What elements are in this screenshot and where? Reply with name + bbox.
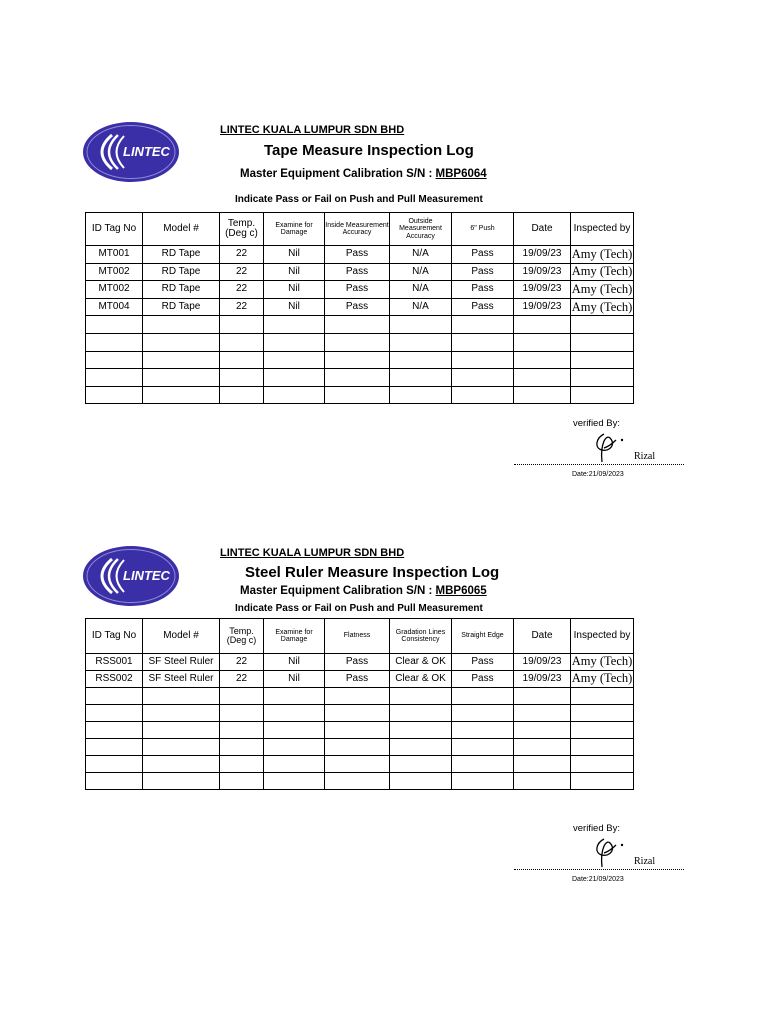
- table-row: [86, 246, 634, 264]
- model-cell: RD Tape: [143, 298, 220, 316]
- model-cell: [143, 722, 220, 739]
- check1-cell: [325, 688, 390, 705]
- id-tag-cell: [86, 722, 143, 739]
- inspector-cell: [571, 705, 634, 722]
- check1-cell: Pass: [325, 263, 390, 281]
- check1-cell: Pass: [325, 298, 390, 316]
- id-tag-cell: [86, 739, 143, 756]
- date-cell: [514, 316, 571, 334]
- temp-cell: [220, 739, 264, 756]
- table-row: [86, 654, 634, 671]
- inspector-cell: [571, 688, 634, 705]
- id-tag-cell: MT002: [86, 263, 143, 281]
- check3-cell: Pass: [452, 671, 514, 688]
- date-cell: [514, 351, 571, 369]
- model-cell: RD Tape: [143, 281, 220, 299]
- model-cell: [143, 333, 220, 351]
- check3-cell: [452, 756, 514, 773]
- temp-cell: 22: [220, 281, 264, 299]
- model-cell: SF Steel Ruler: [143, 671, 220, 688]
- table-row: [86, 298, 634, 316]
- check1-cell: Pass: [325, 246, 390, 264]
- check1-cell: [325, 351, 390, 369]
- id-tag-cell: RSS002: [86, 671, 143, 688]
- check2-cell: N/A: [390, 298, 452, 316]
- date-cell: [514, 722, 571, 739]
- model-cell: [143, 316, 220, 334]
- lintec-logo: [82, 545, 180, 607]
- temp-cell: 22: [220, 654, 264, 671]
- header-cell: Flatness: [325, 619, 390, 654]
- check3-cell: [452, 351, 514, 369]
- date-cell: 19/09/23: [514, 298, 571, 316]
- date-cell: [514, 705, 571, 722]
- check3-cell: Pass: [452, 281, 514, 299]
- header-row: [86, 213, 634, 246]
- header-cell: Examine for Damage: [264, 213, 325, 246]
- check1-cell: Pass: [325, 654, 390, 671]
- header-cell: 6" Push: [452, 213, 514, 246]
- header-cell: Examine for Damage: [264, 619, 325, 654]
- inspector-cell: [571, 739, 634, 756]
- header-cell: Inside Measurement Accuracy: [325, 213, 390, 246]
- damage-cell: [264, 316, 325, 334]
- table-row: [86, 773, 634, 790]
- check2-cell: [390, 739, 452, 756]
- table-row: [86, 671, 634, 688]
- check2-cell: [390, 369, 452, 387]
- check3-cell: Pass: [452, 246, 514, 264]
- check2-cell: N/A: [390, 263, 452, 281]
- logo-text: LINTEC: [123, 144, 170, 159]
- date-cell: 19/09/23: [514, 263, 571, 281]
- table-row: [86, 756, 634, 773]
- check3-cell: [452, 369, 514, 387]
- inspector-cell: [571, 386, 634, 404]
- table-row: [86, 263, 634, 281]
- inspector-cell: Amy (Tech): [571, 281, 634, 299]
- temp-cell: [220, 386, 264, 404]
- header-cell: Outside Measurement Accuracy: [390, 213, 452, 246]
- master-equipment: [240, 168, 487, 180]
- model-cell: [143, 705, 220, 722]
- id-tag-cell: MT001: [86, 246, 143, 264]
- temp-cell: [220, 688, 264, 705]
- master-label: Master Equipment Calibration S/N :: [240, 585, 433, 597]
- table-row: [86, 333, 634, 351]
- check2-cell: [390, 333, 452, 351]
- table-row: [86, 351, 634, 369]
- damage-cell: [264, 333, 325, 351]
- date-cell: [514, 756, 571, 773]
- id-tag-cell: [86, 369, 143, 387]
- date-cell: 19/09/23: [514, 281, 571, 299]
- check1-cell: [325, 316, 390, 334]
- model-cell: RD Tape: [143, 246, 220, 264]
- damage-cell: Nil: [264, 298, 325, 316]
- company-name: LINTEC KUALA LUMPUR SDN BHD: [220, 547, 405, 559]
- check2-cell: [390, 688, 452, 705]
- date-cell: [514, 333, 571, 351]
- id-tag-cell: [86, 316, 143, 334]
- temp-cell: [220, 722, 264, 739]
- header-cell: Straight Edge: [452, 619, 514, 654]
- header-cell: Temp. (Deg c): [220, 213, 264, 246]
- inspector-cell: Amy (Tech): [571, 671, 634, 688]
- inspector-cell: Amy (Tech): [571, 654, 634, 671]
- model-cell: [143, 351, 220, 369]
- check1-cell: Pass: [325, 281, 390, 299]
- inspector-cell: [571, 351, 634, 369]
- indicate-note: Indicate Pass or Fail on Push and Pull Measurement: [235, 603, 483, 614]
- inspector-cell: Amy (Tech): [571, 263, 634, 281]
- model-cell: RD Tape: [143, 263, 220, 281]
- damage-cell: [264, 688, 325, 705]
- table-row: [86, 705, 634, 722]
- lintec-logo: [82, 121, 180, 183]
- date-cell: [514, 739, 571, 756]
- check1-cell: [325, 739, 390, 756]
- id-tag-cell: [86, 705, 143, 722]
- inspector-cell: [571, 369, 634, 387]
- header-cell: Model #: [143, 213, 220, 246]
- check3-cell: [452, 386, 514, 404]
- inspector-cell: [571, 756, 634, 773]
- header-cell: Date: [514, 619, 571, 654]
- signature-line: [514, 464, 684, 465]
- damage-cell: [264, 351, 325, 369]
- date-cell: 19/09/23: [514, 654, 571, 671]
- temp-cell: 22: [220, 298, 264, 316]
- date-cell: 19/09/23: [514, 671, 571, 688]
- check3-cell: [452, 688, 514, 705]
- check2-cell: [390, 756, 452, 773]
- check3-cell: [452, 333, 514, 351]
- id-tag-cell: [86, 351, 143, 369]
- id-tag-cell: [86, 333, 143, 351]
- master-sn: MBP6064: [435, 168, 487, 180]
- check3-cell: [452, 722, 514, 739]
- verifier-name: Rizal: [634, 856, 656, 867]
- header-cell: Inspected by: [571, 213, 634, 246]
- header-cell: ID Tag No: [86, 213, 143, 246]
- table-row: [86, 739, 634, 756]
- header-cell: Inspected by: [571, 619, 634, 654]
- temp-cell: [220, 705, 264, 722]
- damage-cell: Nil: [264, 671, 325, 688]
- check2-cell: [390, 386, 452, 404]
- check1-cell: [325, 773, 390, 790]
- id-tag-cell: [86, 688, 143, 705]
- model-cell: [143, 369, 220, 387]
- damage-cell: Nil: [264, 246, 325, 264]
- check2-cell: [390, 351, 452, 369]
- header-cell: Temp.(Deg c): [220, 619, 264, 654]
- temp-cell: 22: [220, 671, 264, 688]
- verified-date: Date:21/09/2023: [572, 876, 624, 883]
- temp-cell: 22: [220, 246, 264, 264]
- check3-cell: Pass: [452, 298, 514, 316]
- inspector-cell: Amy (Tech): [571, 298, 634, 316]
- temp-cell: [220, 333, 264, 351]
- model-cell: [143, 773, 220, 790]
- verified-by-label: verified By:: [573, 823, 620, 834]
- check2-cell: Clear & OK: [390, 671, 452, 688]
- damage-cell: [264, 756, 325, 773]
- check2-cell: [390, 773, 452, 790]
- id-tag-cell: MT002: [86, 281, 143, 299]
- check3-cell: [452, 773, 514, 790]
- check1-cell: [325, 756, 390, 773]
- id-tag-cell: RSS001: [86, 654, 143, 671]
- header-cell: Model #: [143, 619, 220, 654]
- company-name: LINTEC KUALA LUMPUR SDN BHD: [220, 124, 405, 136]
- date-cell: 19/09/23: [514, 246, 571, 264]
- model-cell: [143, 739, 220, 756]
- damage-cell: Nil: [264, 263, 325, 281]
- check2-cell: N/A: [390, 281, 452, 299]
- header-cell: ID Tag No: [86, 619, 143, 654]
- date-cell: [514, 688, 571, 705]
- check3-cell: Pass: [452, 263, 514, 281]
- check1-cell: [325, 705, 390, 722]
- check1-cell: [325, 333, 390, 351]
- damage-cell: [264, 722, 325, 739]
- inspection-table: [85, 618, 634, 790]
- id-tag-cell: [86, 773, 143, 790]
- inspection-table: [85, 212, 634, 404]
- inspector-cell: [571, 316, 634, 334]
- check2-cell: Clear & OK: [390, 654, 452, 671]
- header-cell: Date: [514, 213, 571, 246]
- signature-mark: [590, 835, 630, 869]
- check2-cell: N/A: [390, 246, 452, 264]
- temp-cell: [220, 756, 264, 773]
- signature-line: [514, 869, 684, 870]
- check3-cell: Pass: [452, 654, 514, 671]
- table-row: [86, 688, 634, 705]
- damage-cell: [264, 369, 325, 387]
- id-tag-cell: MT004: [86, 298, 143, 316]
- check2-cell: [390, 316, 452, 334]
- inspector-cell: [571, 333, 634, 351]
- master-label: Master Equipment Calibration S/N :: [240, 168, 433, 180]
- check3-cell: [452, 739, 514, 756]
- check1-cell: [325, 386, 390, 404]
- temp-cell: [220, 773, 264, 790]
- temp-cell: [220, 369, 264, 387]
- model-cell: [143, 386, 220, 404]
- id-tag-cell: [86, 386, 143, 404]
- master-sn: MBP6065: [435, 585, 487, 597]
- date-cell: [514, 773, 571, 790]
- log-title: Steel Ruler Measure Inspection Log: [245, 564, 500, 581]
- damage-cell: Nil: [264, 654, 325, 671]
- damage-cell: [264, 739, 325, 756]
- verifier-name: Rizal: [634, 451, 656, 462]
- table-row: [86, 316, 634, 334]
- model-cell: SF Steel Ruler: [143, 654, 220, 671]
- header-cell: Gradation Lines Consistency: [390, 619, 452, 654]
- log-title: Tape Measure Inspection Log: [264, 142, 474, 159]
- date-cell: [514, 369, 571, 387]
- check1-cell: [325, 722, 390, 739]
- check1-cell: Pass: [325, 671, 390, 688]
- check1-cell: [325, 369, 390, 387]
- check2-cell: [390, 705, 452, 722]
- verified-date: Date:21/09/2023: [572, 471, 624, 478]
- check2-cell: [390, 722, 452, 739]
- temp-cell: [220, 316, 264, 334]
- damage-cell: [264, 705, 325, 722]
- inspector-cell: [571, 722, 634, 739]
- damage-cell: [264, 773, 325, 790]
- header-row: [86, 619, 634, 654]
- model-cell: [143, 688, 220, 705]
- master-equipment: [240, 585, 487, 597]
- table-row: [86, 386, 634, 404]
- check3-cell: [452, 316, 514, 334]
- verified-by-label: verified By:: [573, 418, 620, 429]
- temp-cell: [220, 351, 264, 369]
- id-tag-cell: [86, 756, 143, 773]
- check3-cell: [452, 705, 514, 722]
- indicate-note: Indicate Pass or Fail on Push and Pull Measurement: [235, 194, 483, 205]
- inspector-cell: [571, 773, 634, 790]
- signature-mark: [590, 430, 630, 464]
- model-cell: [143, 756, 220, 773]
- date-cell: [514, 386, 571, 404]
- table-row: [86, 281, 634, 299]
- damage-cell: [264, 386, 325, 404]
- temp-cell: 22: [220, 263, 264, 281]
- damage-cell: Nil: [264, 281, 325, 299]
- logo-text: LINTEC: [123, 568, 170, 583]
- inspector-cell: Amy (Tech): [571, 246, 634, 264]
- table-row: [86, 722, 634, 739]
- table-row: [86, 369, 634, 387]
